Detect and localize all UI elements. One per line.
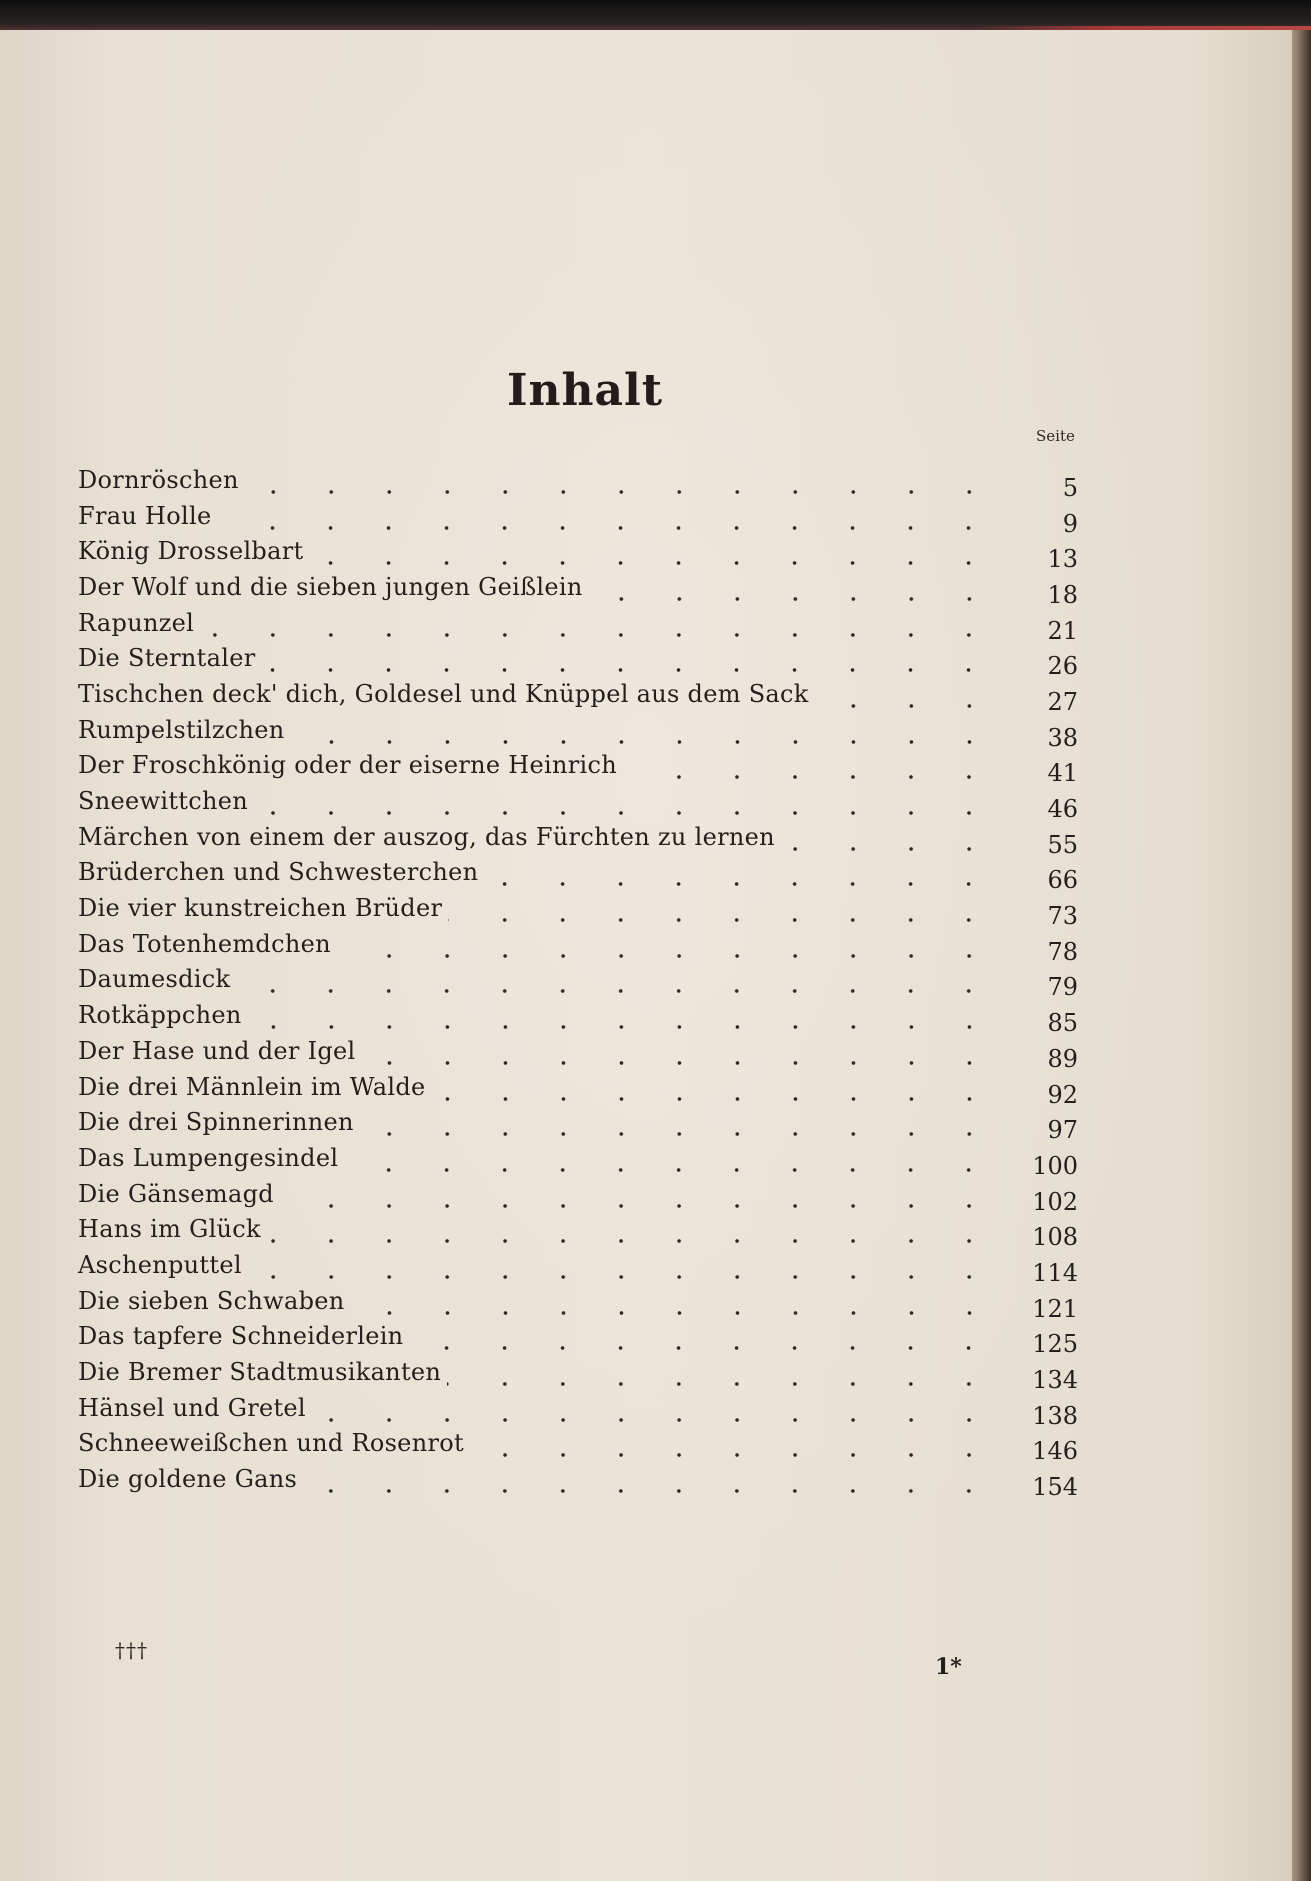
toc-entry-page: 66 [1047, 866, 1078, 895]
toc-entry-page: 5 [1062, 473, 1078, 502]
toc-entry-page: 102 [1032, 1187, 1078, 1216]
toc-entry [78, 1390, 1078, 1430]
dot-leader [815, 688, 1002, 712]
toc-entry-title: Brüderchen und Schwesterchen [78, 858, 479, 887]
dot-leader [291, 724, 1002, 748]
dot-leader [623, 759, 1002, 783]
toc-entry-page: 121 [1032, 1294, 1078, 1323]
toc-entry-title: Die Gänsemagd [78, 1179, 274, 1208]
page-edge [1289, 30, 1311, 1881]
toc-entry-page: 97 [1047, 1116, 1078, 1145]
toc-entry [78, 1211, 1078, 1252]
toc-entry-page: 21 [1047, 616, 1078, 645]
toc-entry-title: Daumesdick [78, 965, 231, 994]
dot-leader [484, 866, 1002, 890]
toc-entry [78, 1319, 1078, 1359]
toc-entry [78, 605, 1078, 645]
toc-entry [78, 1033, 1078, 1073]
toc-entry-page: 9 [1062, 509, 1078, 538]
toc-entry-page: 89 [1047, 1044, 1078, 1073]
dot-leader [245, 474, 1002, 498]
toc-entry-title: Das Lumpengesindel [78, 1143, 339, 1172]
toc-entry [78, 855, 1078, 895]
toc-entry-title: Das tapfere Schneiderlein [78, 1322, 404, 1351]
dot-leader [344, 1152, 1002, 1176]
toc-entry [78, 926, 1078, 966]
dot-leader [248, 1259, 1002, 1283]
toc-entry [78, 640, 1078, 681]
toc-entry-title: Sneewittchen [78, 787, 248, 816]
toc-entry-page: 18 [1047, 580, 1078, 609]
toc-entry [78, 1069, 1078, 1109]
toc-entry-title: König Drosselbart [78, 537, 304, 566]
toc-entry [78, 1176, 1078, 1216]
toc-entry-title: Hans im Glück [78, 1215, 261, 1244]
toc-entry [78, 962, 1078, 1002]
toc-entry-title: Hänsel und Gretel [78, 1393, 306, 1422]
dot-leader [351, 1295, 1002, 1319]
dot-leader [781, 831, 1002, 855]
toc-entry-title: Der Wolf und die sieben jungen Geißlein [78, 572, 583, 601]
toc-entry-page: 138 [1032, 1401, 1078, 1430]
toc-entry-title: Schneeweißchen und Rosenrot [78, 1429, 464, 1458]
toc-entry-title: Tischchen deck' dich, Goldesel und Knüppel aus dem Sack [78, 679, 809, 708]
toc-entry [78, 1247, 1078, 1287]
dot-leader [447, 1366, 1002, 1390]
toc-entry-page: 154 [1032, 1473, 1078, 1502]
toc-entry [78, 533, 1078, 574]
dot-leader [248, 1009, 1002, 1033]
dot-leader [360, 1116, 1002, 1140]
dot-leader [280, 1188, 1002, 1212]
toc-entry-page: 92 [1047, 1080, 1078, 1109]
toc-entry-page: 55 [1047, 830, 1078, 859]
toc-entry-title: Die drei Männlein im Walde [78, 1072, 426, 1101]
table-of-contents [78, 462, 1078, 1502]
signature-mark: ††† [115, 1638, 148, 1662]
toc-entry [78, 569, 1078, 609]
dot-leader [200, 617, 1002, 641]
dot-leader [261, 652, 1002, 676]
toc-entry-page: 114 [1032, 1258, 1078, 1287]
book-page [0, 30, 1292, 1881]
toc-entry-page: 108 [1032, 1223, 1078, 1252]
dot-leader [309, 545, 1002, 569]
toc-entry-title: Die Bremer Stadtmusikanten [78, 1358, 442, 1387]
toc-entry-page: 100 [1032, 1151, 1078, 1180]
dot-leader [589, 581, 1002, 605]
dot-leader [432, 1081, 1002, 1105]
dot-leader [312, 1402, 1002, 1426]
toc-entry-page: 38 [1047, 723, 1078, 752]
toc-entry [78, 819, 1078, 859]
dot-leader [362, 1045, 1002, 1069]
toc-entry-page: 26 [1047, 652, 1078, 681]
dot-leader [409, 1330, 1002, 1354]
toc-entry-title: Aschenputtel [78, 1250, 242, 1279]
toc-entry-title: Das Totenhemdchen [78, 929, 331, 958]
dot-leader [303, 1473, 1002, 1497]
dot-leader [217, 510, 1002, 534]
toc-entry [78, 1426, 1078, 1466]
toc-entry-title: Die drei Spinnerinnen [78, 1108, 354, 1137]
toc-entry-title: Die Sterntaler [78, 644, 256, 673]
toc-entry-title: Rotkäppchen [78, 1001, 242, 1030]
sheet-number: 1* [935, 1654, 962, 1680]
toc-entry [78, 997, 1078, 1038]
toc-entry [78, 783, 1078, 824]
toc-entry [78, 1283, 1078, 1323]
toc-entry [78, 462, 1078, 502]
toc-entry [78, 1140, 1078, 1180]
toc-entry-page: 134 [1032, 1366, 1078, 1395]
dot-leader [448, 902, 1002, 926]
dot-leader [470, 1437, 1002, 1461]
toc-entry-title: Frau Holle [78, 501, 212, 530]
toc-entry-page: 46 [1047, 795, 1078, 824]
toc-entry-title: Märchen von einem der auszog, das Fürchten zu lernen [78, 822, 775, 851]
toc-entry-page: 73 [1047, 902, 1078, 931]
toc-entry-title: Die goldene Gans [78, 1465, 298, 1494]
toc-entry-title: Die vier kunstreichen Brüder [78, 894, 443, 923]
dot-leader [236, 973, 1002, 997]
dot-leader [254, 795, 1002, 819]
toc-entry-page: 125 [1032, 1330, 1078, 1359]
toc-entry [78, 712, 1078, 752]
toc-entry-title: Rumpelstilzchen [78, 715, 285, 744]
toc-entry-page: 79 [1047, 973, 1078, 1002]
toc-entry-title: Rapunzel [78, 608, 195, 637]
dot-leader [267, 1223, 1002, 1247]
toc-entry-title: Die sieben Schwaben [78, 1286, 345, 1315]
toc-entry [78, 890, 1078, 931]
toc-entry [78, 1461, 1078, 1502]
page-title: Inhalt [506, 365, 664, 416]
toc-entry-title: Der Froschkönig oder der eiserne Heinrich [78, 751, 618, 780]
toc-entry [78, 498, 1078, 538]
toc-entry [78, 1104, 1078, 1145]
toc-entry-page: 146 [1032, 1437, 1078, 1466]
toc-entry-title: Der Hase und der Igel [78, 1036, 356, 1065]
toc-entry-page: 78 [1047, 937, 1078, 966]
toc-entry [78, 676, 1078, 716]
toc-entry [78, 748, 1078, 788]
toc-entry-page: 27 [1047, 687, 1078, 716]
page-column-header: Seite [1036, 427, 1075, 445]
toc-entry [78, 1354, 1078, 1395]
toc-entry-page: 85 [1047, 1009, 1078, 1038]
dot-leader [337, 938, 1002, 962]
toc-entry-title: Dornröschen [78, 465, 239, 494]
toc-entry-page: 41 [1047, 759, 1078, 788]
toc-entry-page: 13 [1047, 545, 1078, 574]
